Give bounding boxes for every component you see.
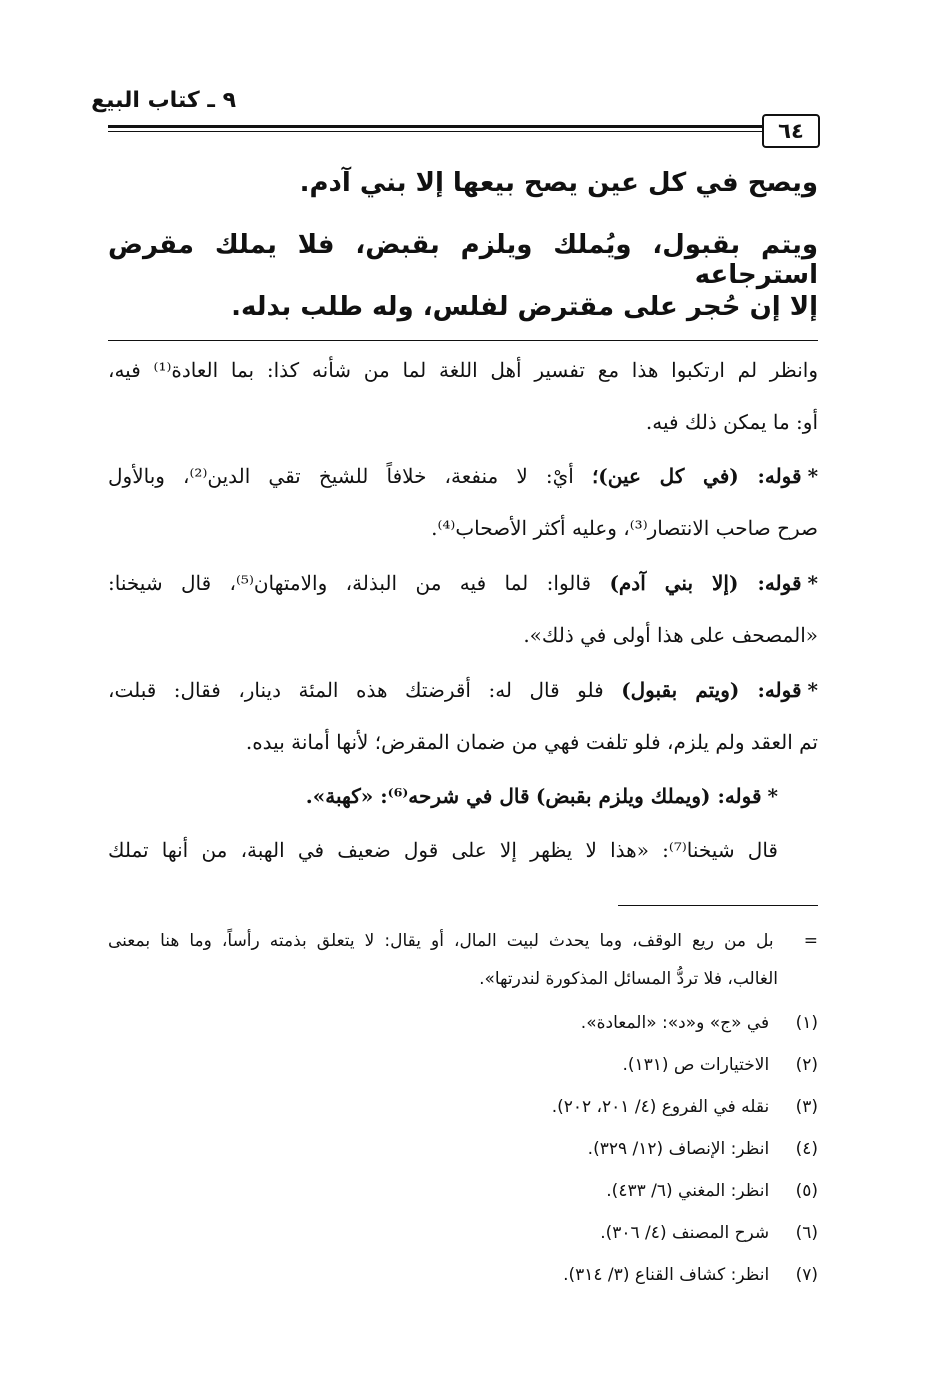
commentary-line: قال شيخنا⁽⁷⁾: «هذا لا يظهر إلا على قول ضعيف في الهبة، من أنها تملك bbox=[108, 838, 778, 862]
quoted-lemma: قوله: (ويتم بقبول) bbox=[621, 678, 802, 702]
asterisk-marker: * bbox=[767, 784, 778, 808]
footnote-separator bbox=[618, 905, 818, 906]
footnote-continuation-line: الغالب، فلا تردُّ المسائل المذكورة لندرتها». bbox=[479, 969, 778, 989]
main-commentary-separator bbox=[108, 340, 818, 341]
footnote: (٦) شرح المصنف (٤/ ٣٠٦). bbox=[600, 1223, 818, 1243]
main-text-line-2: ويتم بقبول، ويُملك ويلزم بقبض، فلا يملك مقرض استرجاعه bbox=[108, 230, 818, 290]
footnote: (٤) انظر: الإنصاف (١٢/ ٣٢٩). bbox=[587, 1139, 818, 1159]
header-rule-thin bbox=[108, 131, 764, 132]
footnote: (٢) الاختيارات ص (١٣١). bbox=[622, 1055, 818, 1075]
quoted-lemma: قوله: (ويملك ويلزم بقبض) bbox=[535, 784, 762, 808]
main-text-line-1: ويصح في كل عين يصح بيعها إلا بني آدم. bbox=[299, 168, 818, 198]
commentary-line bbox=[108, 784, 778, 808]
commentary-text: قالوا: لما فيه من البذلة، والامتهان⁽⁵⁾، قال شيخنا: bbox=[108, 571, 592, 595]
quoted-lemma: قوله: (إلا بني آدم) bbox=[609, 571, 802, 595]
commentary-text: قال في شرحه⁽⁶⁾: «كهبة». bbox=[305, 784, 530, 808]
commentary-text: أيْ: لا منفعة، خلافاً للشيخ تقي الدين⁽²⁾، وبالأول bbox=[108, 464, 574, 488]
commentary-line bbox=[108, 464, 818, 488]
commentary-line: وانظر لم ارتكبوا هذا مع تفسير أهل اللغة لما من شأنه كذا: بما العادة⁽¹⁾ فيه، bbox=[108, 358, 818, 382]
commentary-line: صرح صاحب الانتصار⁽³⁾، وعليه أكثر الأصحاب⁽⁴⁾. bbox=[431, 516, 818, 540]
page-number: ٦٤ bbox=[762, 114, 820, 148]
asterisk-marker: * bbox=[807, 464, 819, 488]
footnote: (١) في «ج» و«د»: «المعادة». bbox=[580, 1013, 818, 1033]
commentary-line: تم العقد ولم يلزم، فلو تلفت فهي من ضمان المقرض؛ لأنها أمانة بيده. bbox=[245, 730, 818, 754]
footnote: (٥) انظر: المغني (٦/ ٤٣٣). bbox=[606, 1181, 818, 1201]
footnote: (٣) نقله في الفروع (٤/ ٢٠١، ٢٠٢). bbox=[551, 1097, 818, 1117]
quoted-lemma: قوله: (في كل عين)؛ bbox=[591, 464, 802, 488]
asterisk-marker: * bbox=[807, 678, 818, 702]
commentary-line: أو: ما يمكن ذلك فيه. bbox=[645, 410, 818, 434]
header-rule-thick bbox=[108, 125, 764, 128]
footnote: (٧) انظر: كشاف القناع (٣/ ٣١٤). bbox=[563, 1265, 818, 1285]
commentary-line bbox=[108, 678, 818, 702]
commentary-line: «المصحف على هذا أولى في ذلك». bbox=[523, 623, 818, 647]
commentary-line bbox=[108, 571, 818, 595]
continuation-mark: = bbox=[803, 931, 818, 951]
footnote-continuation-line: = بل من ريع الوقف، وما يحدث لبيت المال، أو يقال: لا يتعلق بذمته رأساً، وما هنا بمعنى bbox=[108, 931, 818, 951]
asterisk-marker: * bbox=[807, 571, 819, 595]
running-header-title: ٩ ـ كتاب البيع bbox=[91, 88, 236, 113]
commentary-text: فلو قال له: أقرضتك هذه المئة دينار، فقال: قبلت، bbox=[108, 678, 604, 702]
main-text-line-3: إلا إن حُجر على مقترض لفلس، وله طلب بدله. bbox=[231, 292, 818, 322]
